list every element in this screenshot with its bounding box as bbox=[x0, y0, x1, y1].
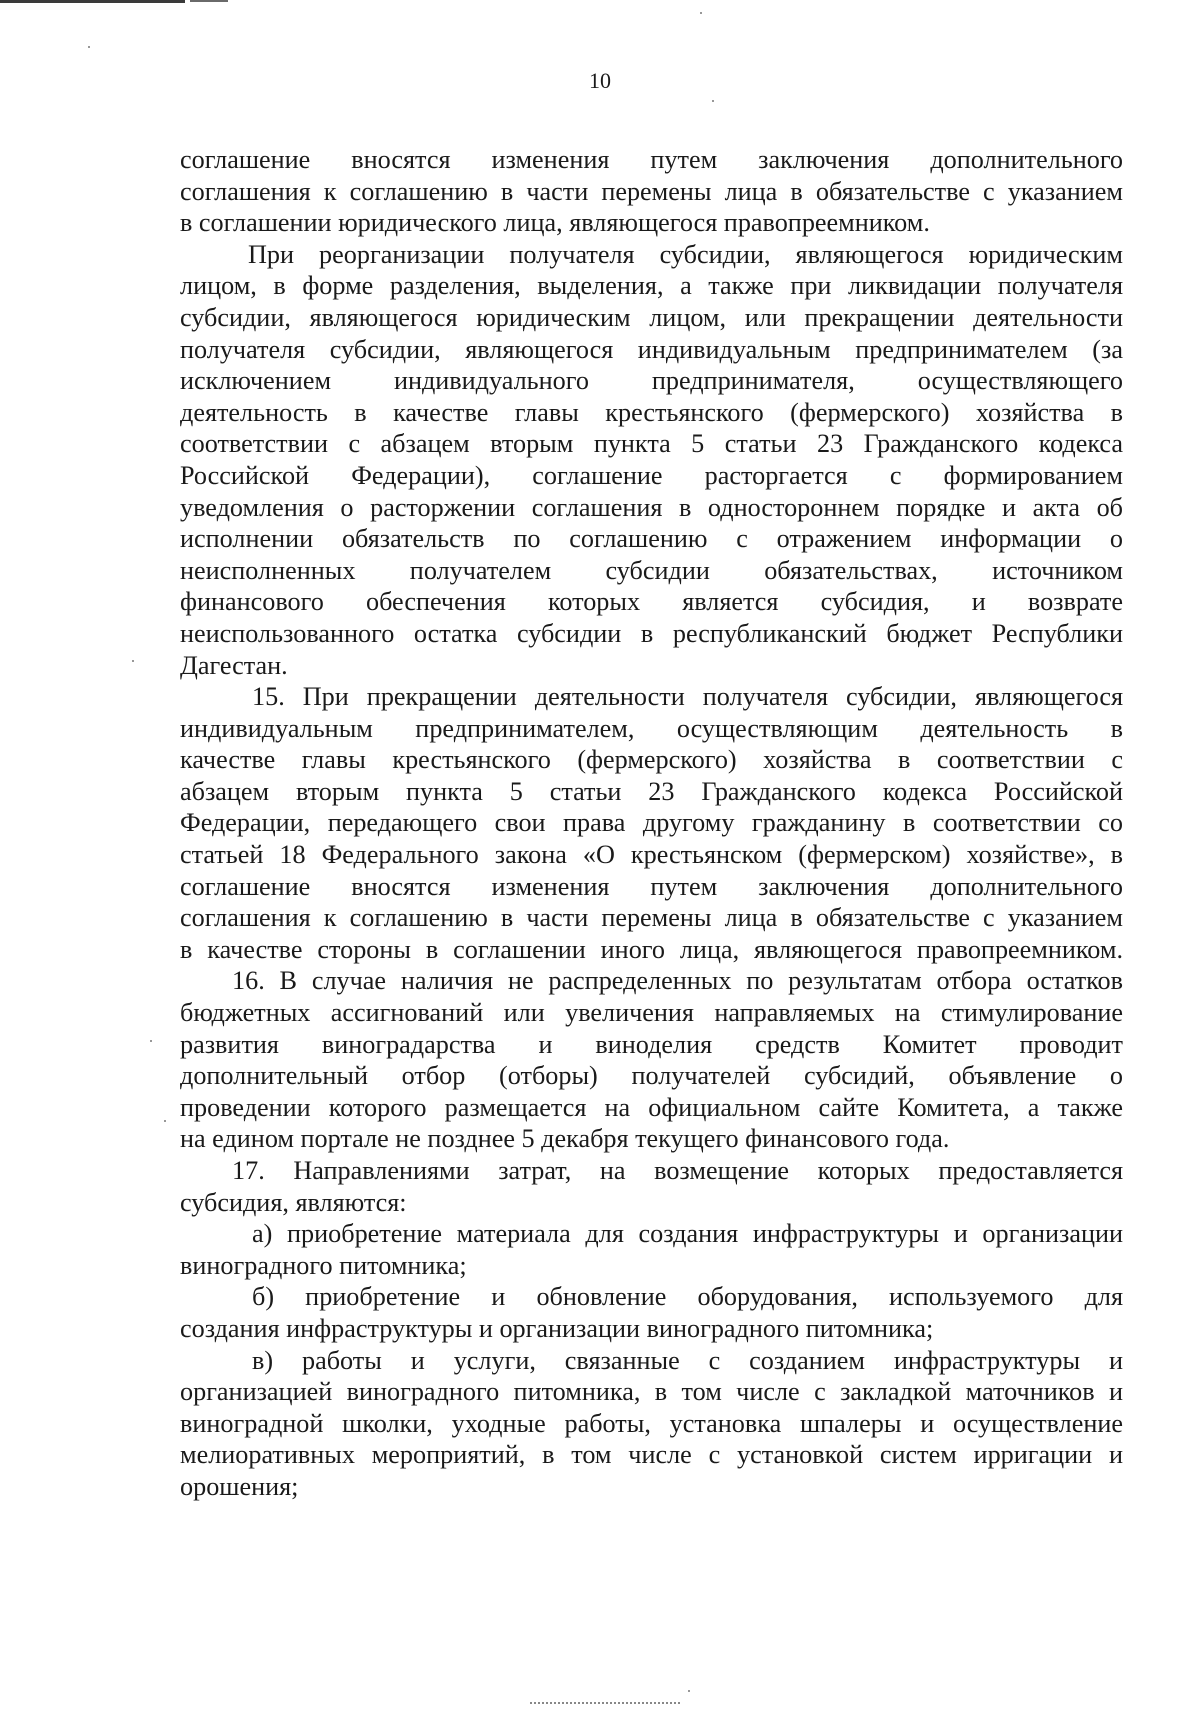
text-line: качестве главы крестьянского (фермерского) хозяйства в соответствии с bbox=[180, 745, 1123, 775]
text-line: деятельность в качестве главы крестьянского (фермерского) хозяйства в bbox=[180, 397, 1123, 427]
text-line: абзацем вторым пункта 5 статьи 23 Гражданского кодекса Российской bbox=[180, 776, 1123, 806]
scan-edge-mark bbox=[0, 0, 185, 3]
text-line: соответствии с абзацем вторым пункта 5 статьи 23 Гражданского кодекса bbox=[180, 429, 1123, 459]
text-line: статьей 18 Федерального закона «О крестьянском (фермерском) хозяйстве», в bbox=[180, 840, 1123, 870]
scan-edge-mark bbox=[530, 1702, 680, 1706]
scan-speck bbox=[712, 100, 714, 102]
scan-speck bbox=[164, 1120, 166, 1122]
text-line: 17. Направлениями затрат, на возмещение которых предоставляется bbox=[232, 1156, 1123, 1185]
text-line: виноградного питомника; bbox=[180, 1250, 467, 1280]
text-line: а) приобретение материала для создания инфраструктуры и организации bbox=[252, 1219, 1123, 1249]
text-line: дополнительный отбор (отборы) получателей субсидий, объявление о bbox=[180, 1061, 1123, 1091]
text-line: финансового обеспечения которых является субсидия, и возврате bbox=[180, 587, 1123, 617]
text-line: организацией виноградного питомника, в том числе с закладкой маточников и bbox=[180, 1377, 1123, 1407]
text-line: в) работы и услуги, связанные с созданием инфраструктуры и bbox=[252, 1345, 1123, 1375]
text-line: исключением индивидуального предпринимателя, осуществляющего bbox=[180, 366, 1123, 396]
text-line: соглашения к соглашению в части перемены лица в обязательстве с указанием bbox=[180, 176, 1123, 206]
text-line: лицом, в форме разделения, выделения, а также при ликвидации получателя bbox=[180, 271, 1123, 301]
text-line: неисполненных получателем субсидии обязательствах, источником bbox=[180, 555, 1123, 585]
scan-speck bbox=[150, 1040, 152, 1042]
text-line: соглашение вносятся изменения путем заключения дополнительного bbox=[180, 145, 1123, 174]
text-line: проведении которого размещается на официальном сайте Комитета, а также bbox=[180, 1092, 1123, 1122]
scan-speck bbox=[688, 1690, 690, 1692]
text-line: создания инфраструктуры и организации виноградного питомника; bbox=[180, 1313, 934, 1343]
text-line: Федерации, передающего свои права другому гражданину в соответствии со bbox=[180, 808, 1123, 838]
text-line: орошения; bbox=[180, 1471, 299, 1501]
scan-speck bbox=[88, 46, 90, 48]
text-line: б) приобретение и обновление оборудования, используемого для bbox=[252, 1282, 1123, 1312]
text-line: в соглашении юридического лица, являющегося правопреемником. bbox=[180, 208, 930, 238]
document-body bbox=[180, 144, 1123, 1503]
text-line: Российской Федерации), соглашение расторгается с формированием bbox=[180, 460, 1123, 490]
text-line: При реорганизации получателя субсидии, являющегося юридическим bbox=[248, 239, 1123, 269]
text-line: Дагестан. bbox=[180, 650, 288, 680]
text-line: индивидуальным предпринимателем, осуществляющим деятельность в bbox=[180, 713, 1123, 743]
text-line: субсидия, являются: bbox=[180, 1187, 407, 1217]
text-line: соглашение вносятся изменения путем заключения дополнительного bbox=[180, 871, 1123, 901]
text-line: бюджетных ассигнований или увеличения направляемых на стимулирование bbox=[180, 998, 1123, 1028]
text-line: получателя субсидии, являющегося индивидуальным предпринимателем (за bbox=[180, 334, 1123, 364]
text-line: соглашения к соглашению в части перемены лица в обязательстве с указанием bbox=[180, 903, 1123, 933]
text-line: исполнении обязательств по соглашению с отражением информации о bbox=[180, 524, 1123, 554]
text-line: в качестве стороны в соглашении иного лица, являющегося правопреемником. bbox=[180, 934, 1123, 964]
text-line: уведомления о расторжении соглашения в одностороннем порядке и акта об bbox=[180, 492, 1123, 522]
scan-edge-mark bbox=[190, 0, 228, 2]
page-number: 10 bbox=[589, 68, 611, 93]
text-line: развития виноградарства и виноделия средств Комитет проводит bbox=[180, 1029, 1123, 1059]
text-line: субсидии, являющегося юридическим лицом, или прекращении деятельности bbox=[180, 302, 1123, 332]
text-line: на едином портале не позднее 5 декабря текущего финансового года. bbox=[180, 1124, 950, 1154]
text-line: 15. При прекращении деятельности получателя субсидии, являющегося bbox=[252, 682, 1123, 712]
text-line: неиспользованного остатка субсидии в республиканский бюджет Республики bbox=[180, 618, 1123, 648]
text-line: мелиоративных мероприятий, в том числе с установкой систем ирригации и bbox=[180, 1440, 1123, 1470]
text-line: 16. В случае наличия не распределенных по результатам отбора остатков bbox=[232, 966, 1123, 996]
text-line: виноградной школки, уходные работы, установка шпалеры и осуществление bbox=[180, 1408, 1123, 1438]
scan-speck bbox=[700, 12, 702, 14]
scan-speck bbox=[132, 660, 134, 662]
